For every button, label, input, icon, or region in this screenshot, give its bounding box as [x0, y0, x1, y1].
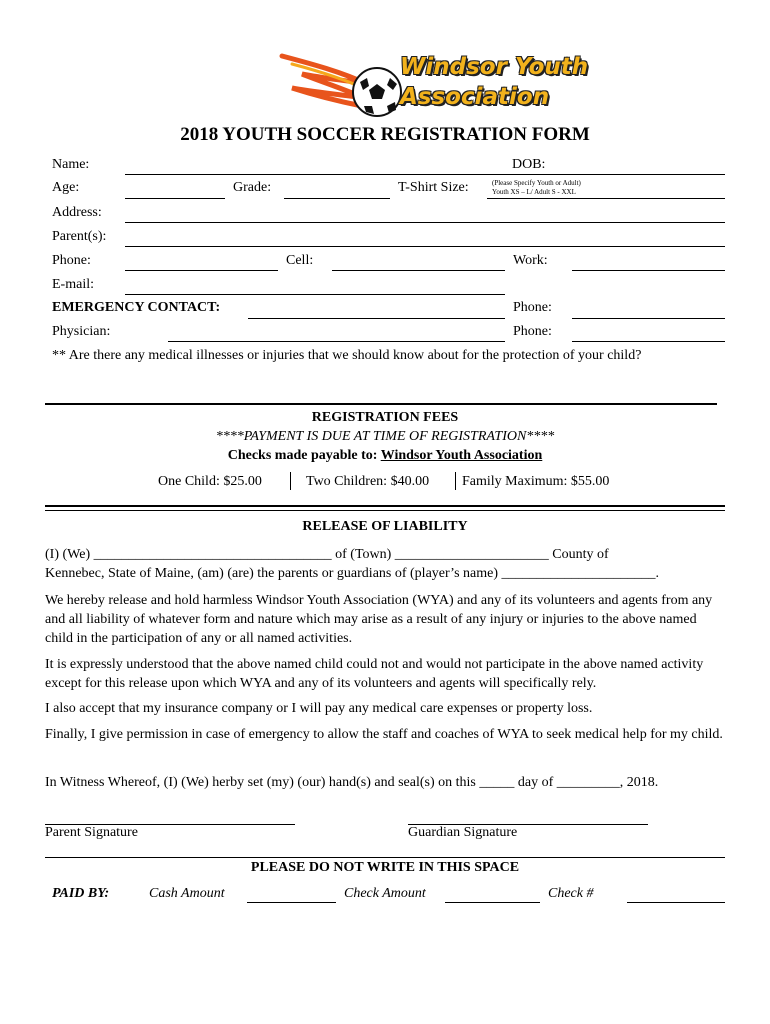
emergency-phone-field[interactable] — [572, 318, 725, 319]
form-title: 2018 YOUTH SOCCER REGISTRATION FORM — [180, 124, 590, 145]
fee-separator — [455, 472, 456, 490]
logo-line-2: Association — [400, 84, 550, 110]
tshirt-note-1: (Please Specify Youth or Adult) — [492, 179, 581, 187]
name-dob-field[interactable] — [125, 174, 725, 175]
check-number-field[interactable] — [627, 902, 725, 903]
parents-label: Parent(s): — [52, 229, 107, 244]
checks-payee: Windsor Youth Association — [380, 448, 543, 463]
check-number-label: Check # — [548, 886, 594, 901]
parent-signature-label: Parent Signature — [45, 825, 138, 840]
grade-label: Grade: — [233, 180, 272, 195]
fees-top-divider — [45, 403, 717, 405]
work-field[interactable] — [572, 270, 725, 271]
address-label: Address: — [52, 205, 102, 220]
emergency-label: EMERGENCY CONTACT: — [52, 300, 221, 315]
fee-family-max: Family Maximum: $55.00 — [462, 474, 610, 489]
release-paragraph-3: I also accept that my insurance company or I will pay any medical care expenses or property loss. — [45, 701, 593, 716]
office-divider — [45, 857, 725, 858]
release-top-divider — [45, 505, 725, 511]
dob-label: DOB: — [512, 157, 546, 172]
name-label: Name: — [52, 157, 90, 172]
fee-two-children: Two Children: $40.00 — [306, 474, 430, 489]
payment-due-note: ****PAYMENT IS DUE AT TIME OF REGISTRATION**** — [215, 429, 555, 444]
physician-field[interactable] — [168, 341, 505, 342]
tshirt-label: T-Shirt Size: — [398, 180, 469, 195]
fee-one-child: One Child: $25.00 — [158, 474, 262, 489]
cell-field[interactable] — [332, 270, 505, 271]
cell-label: Cell: — [286, 253, 314, 268]
logo-line-1: Windsor Youth — [400, 54, 589, 80]
emergency-field[interactable] — [248, 318, 505, 319]
release-line-1: (I) (We) __________________________________ of (Town) ______________________ County of — [45, 547, 609, 562]
physician-phone-field[interactable] — [572, 341, 725, 342]
emergency-phone-label: Phone: — [513, 300, 552, 315]
paid-by-label: PAID BY: — [52, 886, 110, 901]
tshirt-field[interactable] — [487, 198, 725, 199]
check-amount-label: Check Amount — [344, 886, 426, 901]
cash-amount-label: Cash Amount — [149, 886, 225, 901]
office-heading: PLEASE DO NOT WRITE IN THIS SPACE — [250, 860, 520, 875]
tshirt-note-2: Youth XS – L/ Adult S - XXL — [492, 188, 576, 196]
email-field[interactable] — [125, 294, 505, 295]
medical-question: ** Are there any medical illnesses or injuries that we should know about for the protection of your child? — [52, 348, 642, 363]
address-field[interactable] — [125, 222, 725, 223]
checks-prefix: Checks made payable to: — [227, 448, 378, 463]
wya-logo — [272, 44, 602, 122]
physician-phone-label: Phone: — [513, 324, 552, 339]
release-paragraph-1: We hereby release and hold harmless Windsor Youth Association (WYA) and any of its volunteers and agents from any and all liability of whatever form and nature which may arise as a result of any injury or injuries to the above named child in the participation of any or all named activities. — [45, 593, 713, 646]
release-paragraph-5: In Witness Whereof, (I) (We) herby set (my) (our) hand(s) and seal(s) on this _____ day of _________, 2018. — [45, 775, 659, 790]
parents-field[interactable] — [125, 246, 725, 247]
release-paragraph-4: Finally, I give permission in case of emergency to allow the staff and coaches of WYA to seek medical help for my child. — [45, 727, 723, 742]
phone-field[interactable] — [125, 270, 278, 271]
fees-heading: REGISTRATION FEES — [311, 410, 459, 425]
cash-amount-field[interactable] — [247, 902, 336, 903]
physician-label: Physician: — [52, 324, 111, 339]
release-heading: RELEASE OF LIABILITY — [302, 519, 468, 534]
phone-label: Phone: — [52, 253, 91, 268]
checks-payable-line — [0, 448, 770, 464]
age-label: Age: — [52, 180, 80, 195]
release-line-2: Kennebec, State of Maine, (am) (are) the parents or guardians of (player’s name) ______________________. — [45, 566, 659, 581]
work-label: Work: — [513, 253, 548, 268]
check-amount-field[interactable] — [445, 902, 540, 903]
grade-field[interactable] — [284, 198, 390, 199]
email-label: E-mail: — [52, 277, 94, 292]
guardian-signature-label: Guardian Signature — [408, 825, 518, 840]
fee-separator — [290, 472, 291, 490]
age-field[interactable] — [125, 198, 225, 199]
release-paragraph-2: It is expressly understood that the above named child could not and would not participate in the above named activity except for this release upon which WYA and any of its volunteers and agents will specifically rely. — [45, 657, 704, 691]
